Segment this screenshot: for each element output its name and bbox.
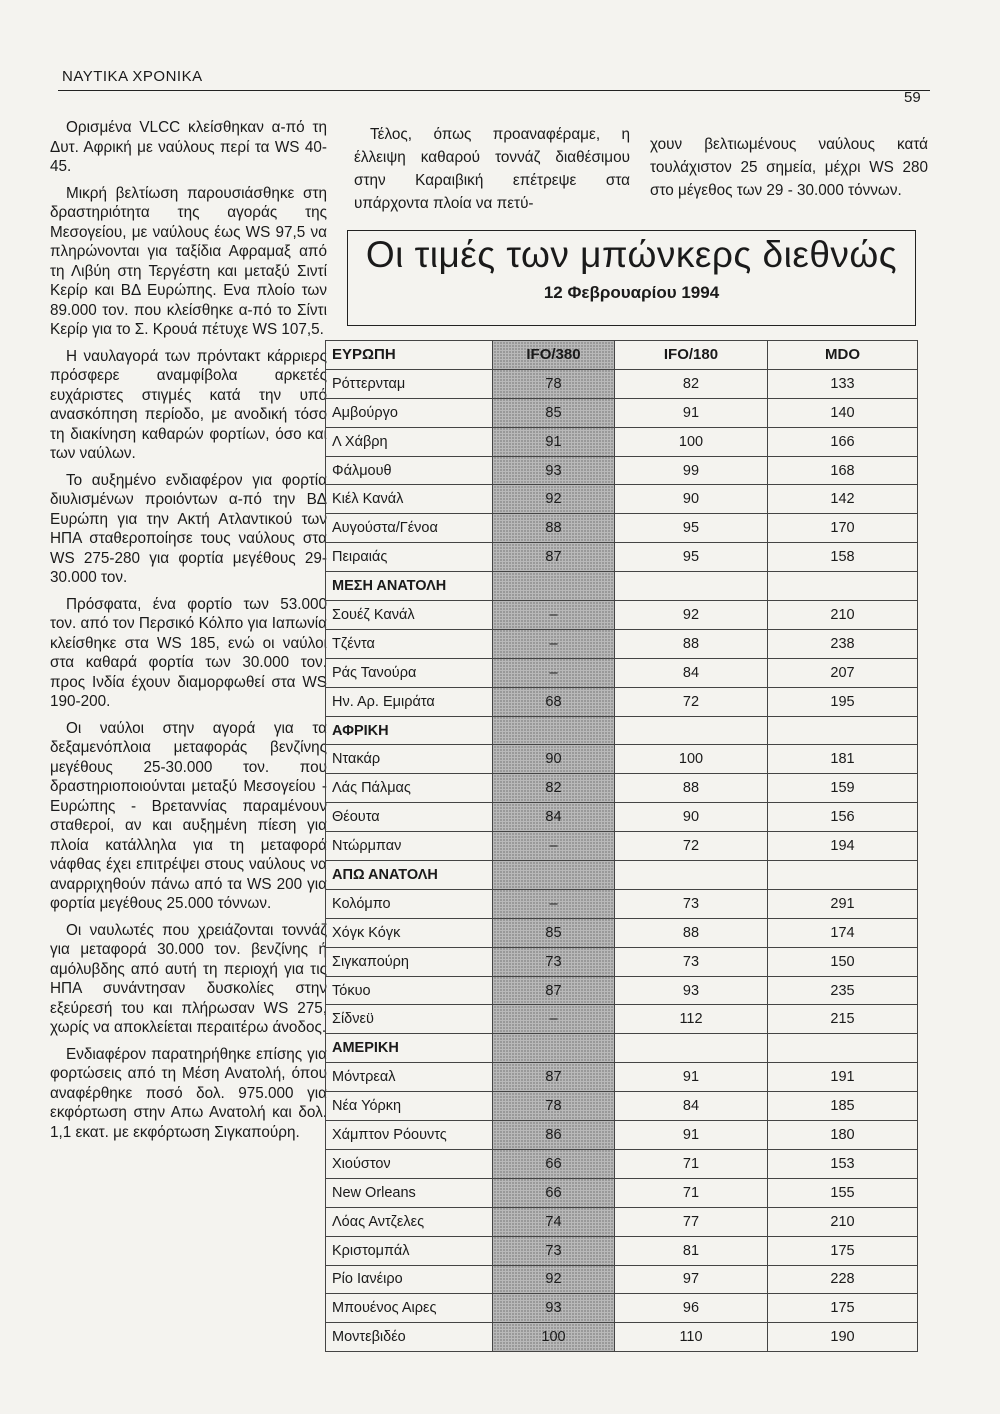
ifo380-cell: 66 (493, 1149, 615, 1178)
mdo-cell: 166 (768, 427, 918, 456)
mdo-cell: 168 (768, 456, 918, 485)
mdo-cell: 291 (768, 889, 918, 918)
mdo-cell: 181 (768, 745, 918, 774)
ifo180-cell: 91 (615, 1063, 768, 1092)
mdo-cell: 238 (768, 629, 918, 658)
ifo180-cell: 112 (615, 1005, 768, 1034)
ifo180-cell: 93 (615, 976, 768, 1005)
mdo-cell: 142 (768, 485, 918, 514)
port-cell: Κολόμπο (326, 889, 493, 918)
ifo180-cell: 100 (615, 745, 768, 774)
mdo-cell: 235 (768, 976, 918, 1005)
table-row (326, 629, 918, 658)
ifo180-cell: 88 (615, 918, 768, 947)
table-row (326, 1236, 918, 1265)
mdo-cell: 153 (768, 1149, 918, 1178)
ifo180-cell: 99 (615, 456, 768, 485)
mdo-cell: 170 (768, 514, 918, 543)
table-row (326, 1323, 918, 1352)
table-row (326, 369, 918, 398)
ifo180-cell: 81 (615, 1236, 768, 1265)
table-row (326, 1149, 918, 1178)
ifo180-cell: 77 (615, 1207, 768, 1236)
port-cell: Σίδνεϋ (326, 1005, 493, 1034)
port-cell: Φάλμουθ (326, 456, 493, 485)
mdo-cell: 210 (768, 1207, 918, 1236)
ifo380-cell: 85 (493, 918, 615, 947)
paragraph: Πρόσφατα, ένα φορτίο των 53.000 τον. από τον Περσικό Κόλπο για Ιαπωνία κλείσθηκε στα WS 185, ενώ οι ναύλοι στα καθαρά φορτία των 30.000 τον. προς Ινδία έχουν διαμορφωθεί στα WS 190-200. (50, 595, 327, 710)
ifo380-cell: 86 (493, 1121, 615, 1150)
region-row (326, 716, 918, 745)
ifo180-cell: 97 (615, 1265, 768, 1294)
running-header: ΝΑΥΤΙΚΑ ΧΡΟΝΙΚΑ (62, 68, 203, 85)
ifo180-cell (615, 1034, 768, 1063)
mdo-cell: 194 (768, 832, 918, 861)
port-cell: Μοντεβιδέο (326, 1323, 493, 1352)
ifo180-cell: 71 (615, 1178, 768, 1207)
port-cell: Ντώρμπαν (326, 832, 493, 861)
ifo380-cell: – (493, 601, 615, 630)
port-cell: Ράς Τανούρα (326, 658, 493, 687)
ifo380-cell: – (493, 658, 615, 687)
port-cell: New Orleans (326, 1178, 493, 1207)
region-label: ΜΕΣΗ ΑΝΑΤΟΛΗ (326, 572, 493, 601)
table-row (326, 1207, 918, 1236)
table-row (326, 1294, 918, 1323)
table-row (326, 427, 918, 456)
ifo180-cell (615, 716, 768, 745)
table-row (326, 1178, 918, 1207)
column-header-region: ΕΥΡΩΠΗ (326, 341, 493, 370)
ifo380-cell: 73 (493, 1236, 615, 1265)
mdo-cell: 215 (768, 1005, 918, 1034)
paragraph: Οι ναυλωτές που χρειάζονται τοννάζ για μεταφορά 30.000 τον. βενζίνης ή αμόλυβδης από αυτή τη περιοχή για τις ΗΠΑ συνάντησαν δυσκολίες στην εξεύρεσή του και πλήρωσαν WS 275, χωρίς να αποκλείεται περαιτέρω άνοδος. (50, 921, 327, 1036)
mdo-cell (768, 861, 918, 890)
ifo380-cell: – (493, 832, 615, 861)
port-cell: Ρίο Ιανέιρο (326, 1265, 493, 1294)
ifo380-cell: 91 (493, 427, 615, 456)
table-row (326, 918, 918, 947)
ifo180-cell: 91 (615, 1121, 768, 1150)
paragraph: Μικρή βελτίωση παρουσιάσθηκε στη δραστηριότητα της αγοράς της Μεσογείου, με ναύλους έως WS 97,5 να πληρώνονται για ταξίδια Αφραμαξ από τη Λιβύη στη Τεργέστη και μεταξύ Σιντί Κερίρ και ΒΔ Ευρώπης. Ενα πλοίο των 89.000 τον. που κλείσθηκε α-πό το Σίντι Κερίρ για το Σ. Κρουά πέτυχε WS 107,5. (50, 184, 327, 338)
mdo-cell: 155 (768, 1178, 918, 1207)
mdo-cell: 207 (768, 658, 918, 687)
mdo-cell: 185 (768, 1092, 918, 1121)
right-text-column (650, 133, 928, 202)
ifo380-cell: 68 (493, 687, 615, 716)
ifo180-cell: 100 (615, 427, 768, 456)
port-cell: Ρόττερνταμ (326, 369, 493, 398)
table-row (326, 976, 918, 1005)
table-date: 12 Φεβρουαρίου 1994 (543, 283, 720, 302)
paragraph: χουν βελτιωμένους ναύλους κατά τουλάχιστον 25 σημεία, μέχρι WS 280 στο μέγεθος των 29 - 30.000 τόννων. (650, 136, 928, 199)
ifo180-cell: 73 (615, 889, 768, 918)
port-cell: Λ Χάβρη (326, 427, 493, 456)
port-cell: Χάμπτον Ρόουντς (326, 1121, 493, 1150)
page-number: 59 (904, 89, 921, 106)
region-row (326, 1034, 918, 1063)
ifo380-cell: 93 (493, 1294, 615, 1323)
port-cell: Σουέζ Κανάλ (326, 601, 493, 630)
table-row (326, 947, 918, 976)
mdo-cell: 156 (768, 803, 918, 832)
ifo380-cell: 92 (493, 485, 615, 514)
table-row (326, 543, 918, 572)
paragraph: Η ναυλαγορά των πρόντακτ κάρριερς πρόσφερε αναμφίβολα αρκετές ευχάριστες στιγμές κατά την υπό ανασκόπηση περίοδο, με ανοδική τόσο τη διακίνηση καθαρών φορτίων, όσο και των ναύλων. (50, 347, 327, 462)
ifo180-cell: 72 (615, 687, 768, 716)
ifo380-cell: 74 (493, 1207, 615, 1236)
ifo180-cell: 90 (615, 485, 768, 514)
port-cell: Χόγκ Κόγκ (326, 918, 493, 947)
table-row (326, 601, 918, 630)
ifo380-cell: 92 (493, 1265, 615, 1294)
ifo180-cell: 71 (615, 1149, 768, 1178)
port-cell: Λόας Αντζελες (326, 1207, 493, 1236)
mdo-cell: 175 (768, 1236, 918, 1265)
port-cell: Ην. Αρ. Εμιράτα (326, 687, 493, 716)
paragraph: Ορισμένα VLCC κλείσθηκαν α-πό τη Δυτ. Αφρική με ναύλους περί τα WS 40-45. (50, 119, 327, 175)
mdo-cell: 150 (768, 947, 918, 976)
ifo180-cell: 95 (615, 514, 768, 543)
ifo380-cell (493, 572, 615, 601)
ifo180-cell: 84 (615, 658, 768, 687)
table-row (326, 745, 918, 774)
port-cell: Τζέντα (326, 629, 493, 658)
mdo-cell: 175 (768, 1294, 918, 1323)
port-cell: Πειραιάς (326, 543, 493, 572)
mdo-cell: 159 (768, 774, 918, 803)
ifo380-cell (493, 861, 615, 890)
port-cell: Ντακάρ (326, 745, 493, 774)
port-cell: Κριστομπάλ (326, 1236, 493, 1265)
port-cell: Νέα Υόρκη (326, 1092, 493, 1121)
table-row (326, 485, 918, 514)
paragraph: Οι ναύλοι στην αγορά για τα δεξαμενόπλοια μεταφοράς βενζίνης μεγέθους 25-30.000 τον. που δραστηριοποιούνται μεταξύ Μεσογείου - Ευρώπης - Βρεταννίας παραμένουν σταθεροί, αν και αυξημένη πίεση για πλοία κατάλληλα για τη μεταφορά νάφθας έχει επιτρέψει στους ναύλους να αναρριχηθούν πάνω από τα WS 200 για φορτία μεγέθους 25.000 τόννων. (50, 719, 327, 912)
ifo380-cell: 93 (493, 456, 615, 485)
ifo380-cell: 90 (493, 745, 615, 774)
mdo-cell: 180 (768, 1121, 918, 1150)
ifo180-cell: 110 (615, 1323, 768, 1352)
table-row (326, 514, 918, 543)
ifo380-cell: 78 (493, 369, 615, 398)
ifo380-cell: 88 (493, 514, 615, 543)
ifo380-cell (493, 716, 615, 745)
table-title-box (347, 230, 916, 326)
ifo380-cell: 85 (493, 398, 615, 427)
ifo180-cell: 84 (615, 1092, 768, 1121)
bunker-prices-table-wrapper (325, 340, 917, 1352)
column-header-mdo: MDO (768, 341, 918, 370)
table-row (326, 456, 918, 485)
table-row (326, 1121, 918, 1150)
port-cell: Μπουένος Αιρες (326, 1294, 493, 1323)
ifo380-cell: 82 (493, 774, 615, 803)
port-cell: Μόντρεαλ (326, 1063, 493, 1092)
ifo180-cell: 72 (615, 832, 768, 861)
table-row (326, 687, 918, 716)
mdo-cell: 158 (768, 543, 918, 572)
ifo180-cell: 82 (615, 369, 768, 398)
port-cell: Χιούστον (326, 1149, 493, 1178)
mdo-cell: 191 (768, 1063, 918, 1092)
ifo380-cell: 87 (493, 1063, 615, 1092)
ifo380-cell: 73 (493, 947, 615, 976)
ifo180-cell: 95 (615, 543, 768, 572)
region-label: ΑΠΩ ΑΝΑΤΟΛΗ (326, 861, 493, 890)
left-text-column (50, 118, 327, 1149)
ifo180-cell: 96 (615, 1294, 768, 1323)
paragraph: Τέλος, όπως προαναφέραμε, η έλλειψη καθαρού τοννάζ διαθέσιμου στην Καραιβική επέτρεψε στα υπάρχοντα πλοία να πετύ- (354, 126, 630, 212)
ifo180-cell: 90 (615, 803, 768, 832)
bunker-prices-table (325, 340, 918, 1352)
mdo-cell (768, 572, 918, 601)
mdo-cell: 190 (768, 1323, 918, 1352)
table-row (326, 398, 918, 427)
mdo-cell: 140 (768, 398, 918, 427)
table-title: Οι τιμές των μπώνκερς διεθνώς (365, 234, 898, 275)
header-rule (58, 90, 930, 91)
ifo380-cell: 87 (493, 543, 615, 572)
table-row (326, 832, 918, 861)
mdo-cell: 133 (768, 369, 918, 398)
region-label: ΑΦΡΙΚΗ (326, 716, 493, 745)
table-row (326, 1265, 918, 1294)
column-header-ifo380: IFO/380 (493, 341, 615, 370)
ifo180-cell: 88 (615, 629, 768, 658)
region-label: ΑΜΕΡΙΚΗ (326, 1034, 493, 1063)
ifo180-cell: 91 (615, 398, 768, 427)
table-row (326, 774, 918, 803)
table-row (326, 1005, 918, 1034)
port-cell: Κιέλ Κανάλ (326, 485, 493, 514)
ifo380-cell (493, 1034, 615, 1063)
ifo380-cell: 100 (493, 1323, 615, 1352)
ifo380-cell: 66 (493, 1178, 615, 1207)
region-row (326, 572, 918, 601)
port-cell: Αυγούστα/Γένοα (326, 514, 493, 543)
ifo380-cell: 78 (493, 1092, 615, 1121)
mdo-cell: 195 (768, 687, 918, 716)
table-row (326, 1092, 918, 1121)
mdo-cell (768, 716, 918, 745)
ifo380-cell: 87 (493, 976, 615, 1005)
ifo380-cell: 84 (493, 803, 615, 832)
middle-text-column (354, 123, 630, 215)
port-cell: Τόκυο (326, 976, 493, 1005)
port-cell: Σιγκαπούρη (326, 947, 493, 976)
ifo380-cell: – (493, 889, 615, 918)
table-row (326, 803, 918, 832)
ifo380-cell: – (493, 629, 615, 658)
table-row (326, 1063, 918, 1092)
paragraph: Ενδιαφέρον παρατηρήθηκε επίσης για φορτώσεις από τη Μέση Ανατολή, όπου αναφέρθηκε ποσό δολ. 975.000 για εκφόρτωση στην Απω Ανατολή και δολ. 1,1 εκατ. με εκφόρτωση Σιγκαπούρη. (50, 1045, 327, 1141)
mdo-cell (768, 1034, 918, 1063)
table-row (326, 889, 918, 918)
paragraph: Το αυξημένο ενδιαφέρον για φορτία διυλισμένων προιόντων α-πό την ΒΔ Ευρώπη για την Ακτή Ατλαντικού των ΗΠΑ σταθεροποίησε τους ναύλους στα WS 275-280 για φορτία μεγέθους 29-30.000 τον. (50, 471, 327, 586)
table-header-row (326, 341, 918, 370)
port-cell: Λάς Πάλμας (326, 774, 493, 803)
ifo380-cell: – (493, 1005, 615, 1034)
ifo180-cell: 88 (615, 774, 768, 803)
mdo-cell: 210 (768, 601, 918, 630)
region-row (326, 861, 918, 890)
ifo180-cell: 73 (615, 947, 768, 976)
mdo-cell: 174 (768, 918, 918, 947)
ifo180-cell: 92 (615, 601, 768, 630)
ifo180-cell (615, 861, 768, 890)
mdo-cell: 228 (768, 1265, 918, 1294)
table-body (326, 369, 918, 1351)
column-header-ifo180: IFO/180 (615, 341, 768, 370)
ifo180-cell (615, 572, 768, 601)
port-cell: Αμβούργο (326, 398, 493, 427)
port-cell: Θέουτα (326, 803, 493, 832)
table-row (326, 658, 918, 687)
